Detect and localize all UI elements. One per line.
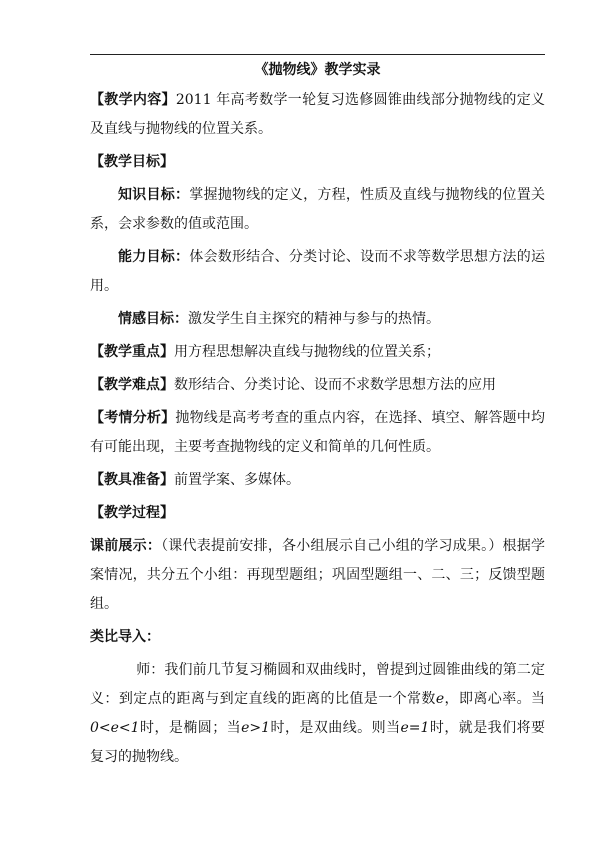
exam-analysis-text: 抛物线是高考考查的重点内容，在选择、填空、解答题中均有可能出现，主要考查抛物线的定义和简单的几何性质。 [90, 410, 546, 455]
difficulties-label: 【教学难点】 [90, 377, 174, 393]
exam-analysis-label: 【考情分析】 [90, 410, 176, 426]
equality-parabola: e=1 [400, 720, 430, 736]
tools-text: 前置学案、多媒体。 [174, 472, 300, 488]
key-points [90, 338, 545, 367]
knowledge-goal-label: 知识目标： [118, 187, 190, 203]
emotion-goal-label: 情感目标： [118, 311, 188, 327]
emotion-goal [90, 305, 545, 334]
teaching-content-text: 2011 年高考数学一轮复习选修圆锥曲线部分抛物线的定义及直线与抛物线的位置关系。 [90, 92, 546, 137]
teaching-content [90, 86, 545, 144]
knowledge-goal-text: 掌握抛物线的定义，方程，性质及直线与抛物线的位置关系，会求参数的值或范围。 [90, 187, 546, 232]
header-rule [90, 54, 545, 55]
difficulties [90, 371, 545, 400]
knowledge-goal [90, 181, 545, 239]
teaching-content-label: 【教学内容】 [90, 92, 176, 108]
tools [90, 466, 545, 495]
var-e: e [435, 691, 445, 707]
intro-paragraph: 师：我们前几节复习椭圆和双曲线时，曾提到过圆锥曲线的第二定义：到定点的距离与到定直线的距离的比值是一个常数e，即离心率。当0<e<1时，是椭圆；当e>1时，是双曲线。则当e=1时，就是我们将要复习的抛物线。 [90, 662, 546, 765]
difficulties-text: 数形结合、分类讨论、设而不求数学思想方法的应用 [174, 377, 496, 393]
ability-goal-label: 能力目标： [118, 249, 190, 265]
ability-goal [90, 243, 545, 301]
emotion-goal-text: 激发学生自主探究的精神与参与的热情。 [188, 311, 440, 327]
tools-label: 【教具准备】 [90, 472, 174, 488]
key-points-text: 用方程思想解决直线与抛物线的位置关系； [174, 344, 440, 360]
document-title: 《抛物线》教学实录 [254, 62, 381, 78]
process-heading: 【教学过程】 [90, 505, 174, 521]
intro-heading: 类比导入： [90, 629, 160, 645]
key-points-label: 【教学重点】 [90, 344, 174, 360]
teaching-goals-heading: 【教学目标】 [90, 154, 174, 170]
exam-analysis [90, 404, 545, 462]
inequality-ellipse: 0<e<1 [90, 720, 140, 736]
ability-goal-text: 体会数形结合、分类讨论、设而不求等数学思想方法的运用。 [90, 249, 546, 294]
document-body [90, 58, 545, 772]
pre-class-label: 课前展示： [90, 538, 162, 554]
pre-class-text: （课代表提前安排，各小组展示自己小组的学习成果。）根据学案情况，共分五个小组：再现型题组；巩固型题组一、二、三；反馈型题组。 [90, 538, 545, 612]
pre-class-display [90, 532, 545, 619]
inequality-hyperbola: e>1 [241, 720, 271, 736]
